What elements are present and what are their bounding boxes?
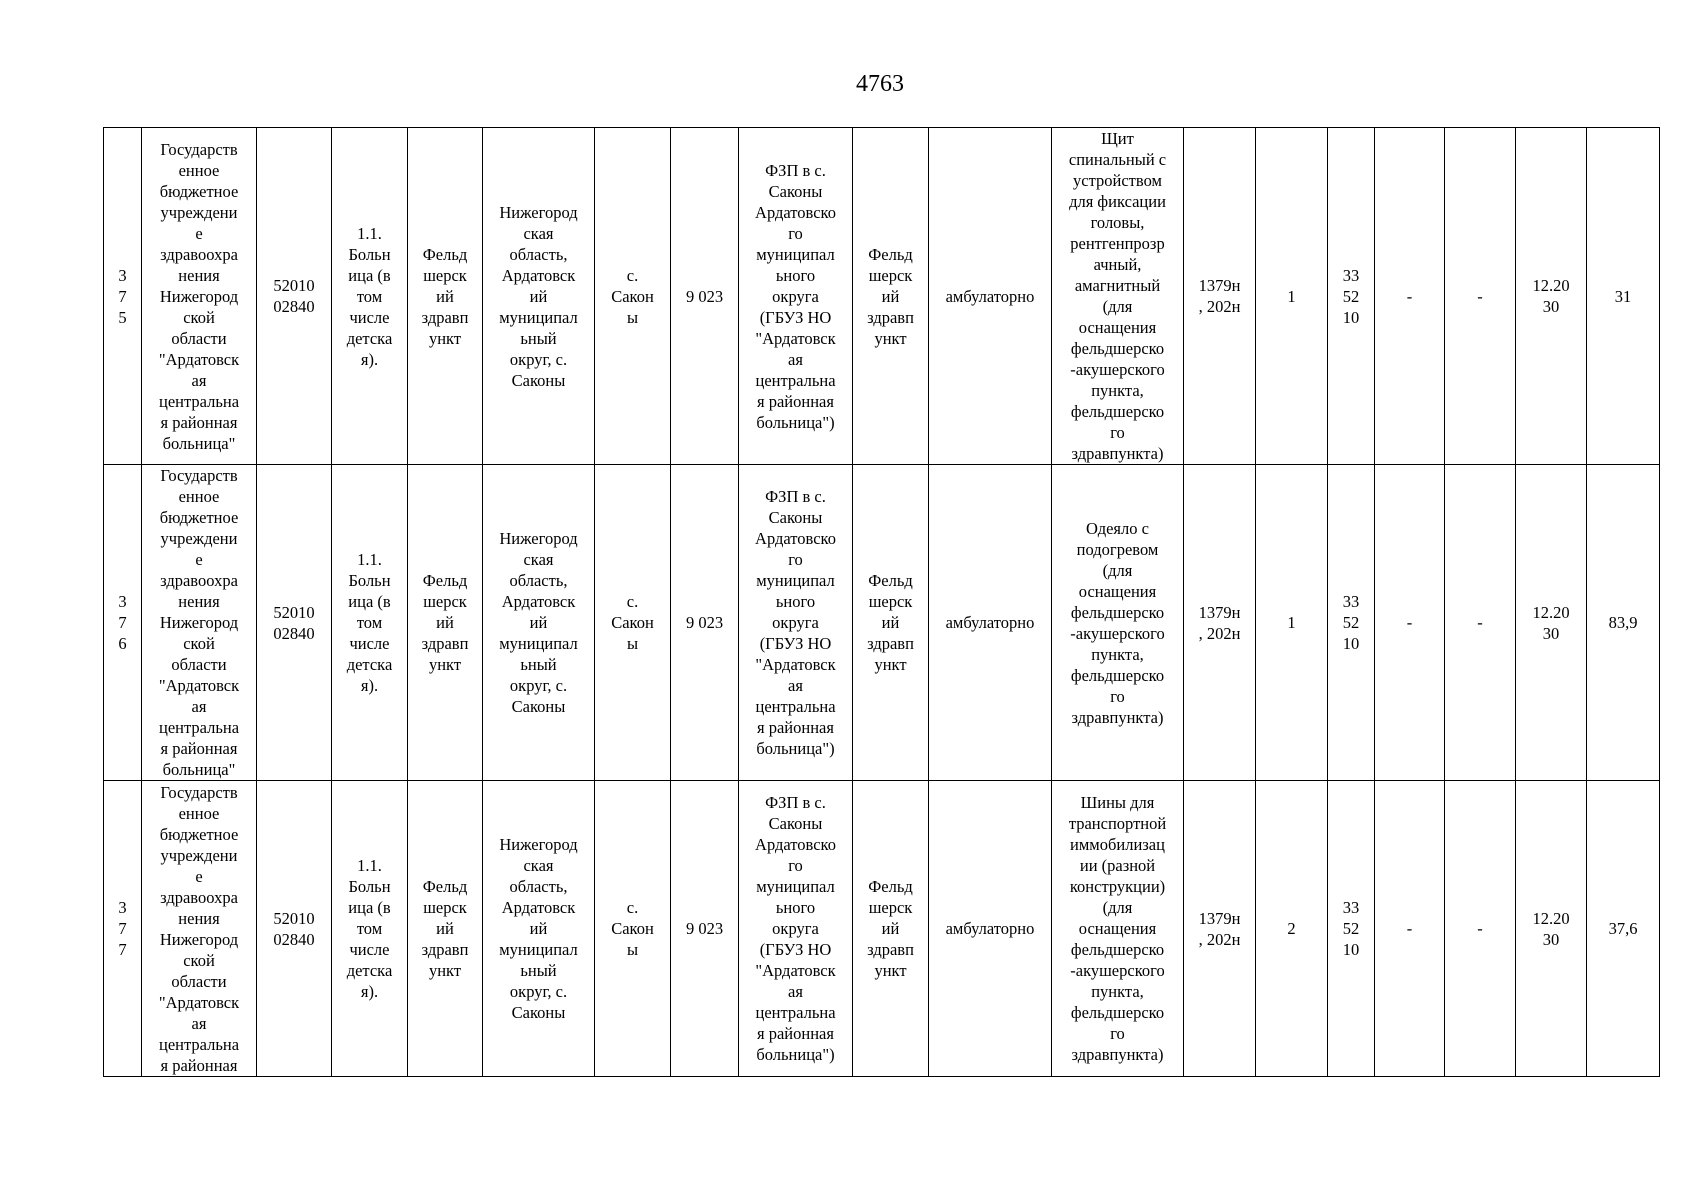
value-cell [1587, 465, 1660, 781]
empty-value: - [1477, 613, 1483, 632]
settlement-cell [595, 465, 671, 781]
equipment-name: Щит спинальный с устройством для фиксации головы, рентгенпрозр ачный, амагнитный (для оснащения фельдшерско -акушерского пункта, фельдшерско го здравпункта) [1068, 129, 1167, 463]
date-cell [1516, 781, 1587, 1077]
row-number: 3 7 5 [118, 265, 127, 327]
equipment-table [103, 127, 1660, 1077]
address-cell [483, 128, 595, 465]
address-cell [483, 781, 595, 1077]
quantity: 1 [1287, 286, 1296, 306]
quantity: 1 [1287, 613, 1296, 632]
order-cell [1184, 128, 1256, 465]
address: Нижегород ская область, Ардатовск ий муниципал ьный округ, с. Саконы [499, 835, 578, 1022]
table-row [104, 128, 1660, 465]
dash-cell [1445, 128, 1516, 465]
address: Нижегород ская область, Ардатовск ий муниципал ьный округ, с. Саконы [499, 529, 578, 716]
row-number-cell [104, 128, 142, 465]
facility-kind: Фельд шерск ий здравп ункт [421, 877, 469, 980]
value: 31 [1614, 286, 1632, 306]
value: 37,6 [1608, 919, 1638, 938]
empty-value: - [1477, 919, 1483, 938]
organization-code: 52010 02840 [273, 908, 315, 949]
unit-cell [739, 465, 853, 781]
table-row [104, 781, 1660, 1077]
facility-kind-cell [408, 781, 483, 1077]
quantity-cell [1256, 465, 1328, 781]
empty-value: - [1477, 286, 1483, 306]
dash-cell [1375, 128, 1445, 465]
population: 9 023 [685, 613, 724, 632]
okpd-cell [1328, 465, 1375, 781]
facility-kind: Фельд шерск ий здравп ункт [421, 244, 469, 348]
code-cell [257, 781, 332, 1077]
order-cell [1184, 465, 1256, 781]
dash-cell [1375, 465, 1445, 781]
value: 83,9 [1608, 613, 1638, 632]
order-cell [1184, 781, 1256, 1077]
facility-type: 1.1. Больн ица (в том числе детска я). [346, 223, 393, 369]
organization-cell [142, 128, 257, 465]
order-reference: 1379н , 202н [1198, 908, 1241, 949]
unit-kind-cell [853, 465, 929, 781]
care-type-cell [929, 128, 1052, 465]
settlement: с. Сакон ы [611, 592, 654, 653]
unit-kind: Фельд шерск ий здравп ункт [867, 571, 914, 674]
care-type-cell [929, 465, 1052, 781]
unit-kind-cell [853, 781, 929, 1077]
value-cell [1587, 128, 1660, 465]
value-cell [1587, 781, 1660, 1077]
row-number-cell [104, 465, 142, 781]
facility-type-cell [332, 781, 408, 1077]
unit-kind-cell [853, 128, 929, 465]
okpd-code: 33 52 10 [1342, 592, 1360, 653]
organization-name: Государств енное бюджетное учреждени е здравоохра нения Нижегород ской области "Ардатовск ая центральна я районная больница" [158, 139, 240, 453]
okpd-cell [1328, 781, 1375, 1077]
settlement: с. Сакон ы [611, 265, 654, 327]
facility-kind: Фельд шерск ий здравп ункт [421, 571, 469, 674]
facility-type: 1.1. Больн ица (в том числе детска я). [346, 550, 393, 695]
care-type: амбулаторно [945, 286, 1035, 306]
due-date: 12.20 30 [1532, 908, 1570, 949]
address-cell [483, 465, 595, 781]
equipment-cell [1052, 465, 1184, 781]
care-type: амбулаторно [945, 919, 1035, 938]
dash-cell [1445, 781, 1516, 1077]
unit-cell [739, 781, 853, 1077]
empty-value: - [1406, 613, 1413, 632]
code-cell [257, 465, 332, 781]
date-cell [1516, 465, 1587, 781]
organization-code: 52010 02840 [273, 602, 315, 643]
page-number: 4763 [856, 71, 904, 97]
equipment-name: Одеяло с подогревом (для оснащения фельдшерско -акушерского пункта, фельдшерско го здравпункта) [1070, 518, 1165, 727]
order-reference: 1379н , 202н [1198, 276, 1241, 316]
okpd-code: 33 52 10 [1342, 265, 1360, 327]
equipment-name: Шины для транспортной иммобилизац ии (разной конструкции) (для оснащения фельдшерско -акушерского пункта, фельдшерско го здравпункта) [1068, 793, 1167, 1064]
organization-cell [142, 465, 257, 781]
equipment-cell [1052, 781, 1184, 1077]
unit-kind: Фельд шерск ий здравп ункт [867, 877, 914, 980]
table-row [104, 465, 1660, 781]
row-number: 3 7 7 [118, 898, 127, 959]
facility-type-cell [332, 465, 408, 781]
care-type-cell [929, 781, 1052, 1077]
equipment-cell [1052, 128, 1184, 465]
quantity: 2 [1287, 919, 1296, 938]
population: 9 023 [685, 286, 724, 306]
unit-name: ФЗП в с. Саконы Ардатовско го муниципал ьного округа (ГБУЗ НО "Ардатовск ая центральна я районная больница") [755, 487, 836, 758]
population-cell [671, 781, 739, 1077]
empty-value: - [1406, 919, 1413, 938]
code-cell [257, 128, 332, 465]
facility-type-cell [332, 128, 408, 465]
empty-value: - [1406, 286, 1413, 306]
address: Нижегород ская область, Ардатовск ий муниципал ьный округ, с. Саконы [499, 202, 578, 390]
due-date: 12.20 30 [1532, 602, 1570, 643]
organization-cell [142, 781, 257, 1077]
dash-cell [1445, 465, 1516, 781]
population: 9 023 [685, 919, 724, 938]
due-date: 12.20 30 [1532, 276, 1570, 316]
row-number: 3 7 6 [118, 592, 127, 653]
care-type: амбулаторно [945, 613, 1035, 632]
population-cell [671, 465, 739, 781]
date-cell [1516, 128, 1587, 465]
organization-name: Государств енное бюджетное учреждени е здравоохра нения Нижегород ской области "Ардатовск ая центральна я районная [158, 782, 240, 1075]
dash-cell [1375, 781, 1445, 1077]
settlement-cell [595, 781, 671, 1077]
row-number-cell [104, 781, 142, 1077]
facility-kind-cell [408, 128, 483, 465]
organization-name: Государств енное бюджетное учреждени е здравоохра нения Нижегород ской области "Ардатовск ая центральна я районная больница" [158, 466, 240, 779]
organization-code: 52010 02840 [273, 276, 315, 316]
facility-type: 1.1. Больн ица (в том числе детска я). [346, 856, 393, 1001]
quantity-cell [1256, 781, 1328, 1077]
quantity-cell [1256, 128, 1328, 465]
population-cell [671, 128, 739, 465]
facility-kind-cell [408, 465, 483, 781]
unit-kind: Фельд шерск ий здравп ункт [867, 244, 914, 348]
order-reference: 1379н , 202н [1198, 602, 1241, 643]
unit-name: ФЗП в с. Саконы Ардатовско го муниципал ьного округа (ГБУЗ НО "Ардатовск ая центральна я районная больница") [755, 793, 836, 1064]
okpd-cell [1328, 128, 1375, 465]
unit-cell [739, 128, 853, 465]
settlement: с. Сакон ы [611, 898, 654, 959]
unit-name: ФЗП в с. Саконы Ардатовско го муниципал ьного округа (ГБУЗ НО "Ардатовск ая центральна я районная больница") [755, 160, 836, 432]
okpd-code: 33 52 10 [1342, 898, 1360, 959]
settlement-cell [595, 128, 671, 465]
